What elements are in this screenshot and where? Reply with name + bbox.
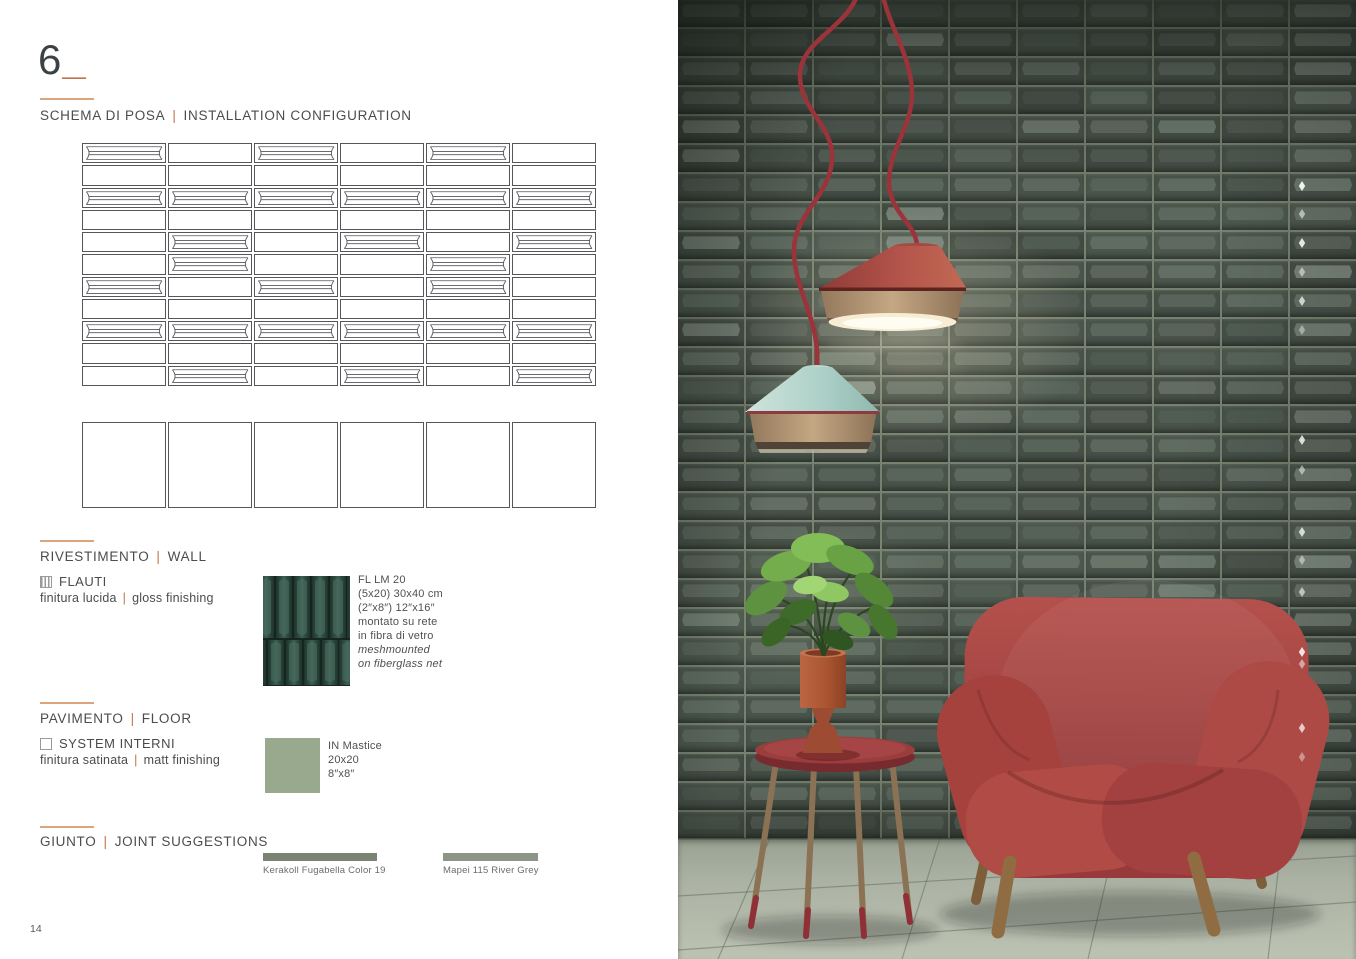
wall-finish-line	[40, 591, 214, 605]
diagram-floor-tile	[82, 422, 166, 508]
diagram-floor-tile	[168, 422, 252, 508]
diagram-floor-tile	[512, 422, 596, 508]
wall-finish-en: gloss finishing	[132, 591, 214, 605]
flauti-swatch-tile	[294, 576, 310, 638]
flauti-swatch-row	[263, 576, 350, 638]
wall-heading-en: WALL	[167, 549, 207, 564]
pipe-separator: |	[103, 834, 108, 849]
room-photo	[678, 0, 1356, 959]
diagram-tile-plain	[254, 343, 338, 363]
floor-section-heading	[40, 711, 192, 726]
diagram-tile-plain	[168, 165, 252, 185]
diagram-tile-fluted	[340, 232, 424, 252]
diagram-tile-fluted	[168, 366, 252, 386]
flauti-striped-icon	[40, 576, 52, 588]
diagram-tile-fluted	[168, 232, 252, 252]
flute-highlight	[271, 642, 281, 683]
diagram-tile-fluted	[426, 143, 510, 163]
diagram-tile-fluted	[82, 188, 166, 208]
diagram-tile-fluted	[254, 143, 338, 163]
diagram-tile-plain	[426, 232, 510, 252]
diagram-tile-plain	[82, 343, 166, 363]
wall-installation-diagram	[82, 143, 596, 386]
flute-highlight	[325, 642, 335, 683]
flauti-swatch-tile	[286, 640, 302, 685]
diagram-tile-plain	[340, 254, 424, 274]
diagram-tile-plain	[82, 366, 166, 386]
spec-line: (5x20) 30x40 cm	[358, 588, 443, 600]
diagram-tile-plain	[254, 165, 338, 185]
flauti-product-swatch	[263, 576, 350, 686]
mastice-specs	[328, 739, 382, 781]
diagram-tile-fluted	[82, 277, 166, 297]
diagram-tile-fluted	[168, 321, 252, 341]
armchair	[924, 580, 1342, 932]
diagram-tile-fluted	[340, 366, 424, 386]
sparkle-glint	[1299, 209, 1305, 219]
diagram-tile-fluted	[340, 321, 424, 341]
table-legs	[751, 760, 910, 936]
flauti-swatch-tile	[330, 576, 346, 638]
diagram-tile-plain	[254, 254, 338, 274]
diagram-tile-fluted	[512, 321, 596, 341]
diagram-tile-plain	[254, 232, 338, 252]
diagram-floor-tile	[340, 422, 424, 508]
wall-section-heading	[40, 549, 207, 564]
diagram-tile-plain	[512, 254, 596, 274]
room-scene	[678, 0, 1356, 959]
wall-reflections	[823, 340, 965, 372]
spec-line: IN Mastice	[328, 740, 382, 752]
diagram-tile-plain	[340, 210, 424, 230]
diagram-tile-fluted	[426, 254, 510, 274]
sparkle-glint	[1299, 465, 1305, 475]
mastice-product-swatch	[265, 738, 320, 793]
diagram-tile-plain	[168, 343, 252, 363]
diagram-tile-plain	[340, 277, 424, 297]
diagram-tile-fluted	[426, 188, 510, 208]
spec-line-italic: on fiberglass net	[358, 658, 443, 670]
diagram-tile-plain	[512, 299, 596, 319]
diagram-tile-fluted	[82, 143, 166, 163]
floor-heading-en: FLOOR	[141, 711, 192, 726]
flute-highlight	[342, 642, 350, 683]
pipe-separator: |	[134, 753, 138, 767]
diagram-tile-plain	[82, 254, 166, 274]
diagram-tile-fluted	[340, 188, 424, 208]
chapter-number	[38, 36, 87, 84]
diagram-tile-fluted	[168, 254, 252, 274]
diagram-tile-plain	[426, 299, 510, 319]
diagram-tile-plain	[82, 165, 166, 185]
sparkle-glint	[1299, 435, 1305, 445]
sparkle-glint	[1299, 587, 1305, 597]
diagram-tile-fluted	[512, 188, 596, 208]
spec-line: 8″x8″	[328, 768, 355, 780]
sparkle-glint	[1299, 296, 1305, 306]
chapter-underscore: _	[62, 36, 87, 83]
flute-highlight	[279, 578, 289, 636]
side-table	[751, 737, 915, 937]
joint-section-heading	[40, 834, 268, 849]
section-rule	[40, 540, 94, 542]
diagram-tile-fluted	[254, 277, 338, 297]
diagram-tile-plain	[512, 210, 596, 230]
diagram-tile-plain	[254, 366, 338, 386]
pipe-separator: |	[172, 108, 177, 123]
vase-pedestal	[803, 707, 843, 753]
diagram-tile-plain	[512, 143, 596, 163]
diagram-tile-plain	[168, 143, 252, 163]
pendant-lamp-red	[818, 243, 967, 331]
diagram-tile-fluted	[512, 232, 596, 252]
joint-color-bar	[443, 853, 538, 861]
spec-line: montato su rete	[358, 616, 438, 628]
flauti-swatch-row	[263, 640, 350, 685]
diagram-tile-plain	[426, 210, 510, 230]
diagram-tile-plain	[512, 277, 596, 297]
diagram-tile-fluted	[426, 321, 510, 341]
diagram-tile-plain	[168, 277, 252, 297]
diagram-tile-fluted	[512, 366, 596, 386]
spec-line: FL LM 20	[358, 574, 406, 586]
flauti-swatch-tile	[263, 640, 266, 685]
sparkle-glint	[1299, 267, 1305, 277]
diagram-tile-plain	[254, 299, 338, 319]
diagram-tile-plain	[426, 165, 510, 185]
joint-label: Kerakoll Fugabella Color 19	[263, 865, 386, 876]
spec-line: 20x20	[328, 754, 359, 766]
spec-line-italic: meshmounted	[358, 644, 430, 656]
flauti-swatch-tile	[312, 576, 328, 638]
diagram-tile-plain	[168, 299, 252, 319]
wall-product-name: FLAUTI	[59, 574, 107, 589]
diagram-tile-plain	[340, 165, 424, 185]
wall-finish-it: finitura lucida	[40, 591, 117, 605]
pipe-separator: |	[122, 591, 127, 605]
spec-line: in fibra di vetro	[358, 630, 434, 642]
furniture-shadows	[722, 892, 1320, 944]
section-rule	[40, 702, 94, 704]
sparkle-glint	[1299, 325, 1305, 335]
diagram-floor-tile	[254, 422, 338, 508]
flauti-swatch-tile	[268, 640, 284, 685]
flauti-specs	[358, 573, 443, 671]
cord-right	[883, 0, 917, 245]
diagram-tile-plain	[82, 299, 166, 319]
wall-product-row	[40, 574, 107, 589]
vase-body	[800, 652, 846, 708]
joint-heading-it: GIUNTO	[40, 834, 97, 849]
diagram-tile-plain	[340, 299, 424, 319]
floor-installation-diagram	[82, 422, 596, 508]
diagram-tile-plain	[426, 366, 510, 386]
diagram-tile-plain	[340, 343, 424, 363]
flute-highlight	[297, 578, 307, 636]
pendant-lamp-blue	[745, 365, 880, 453]
flute-highlight	[315, 578, 325, 636]
diagram-tile-plain	[340, 143, 424, 163]
diagram-tile-fluted	[168, 188, 252, 208]
floor-product-row	[40, 736, 175, 751]
flute-highlight	[333, 578, 343, 636]
sparkle-glint	[1299, 238, 1305, 248]
joint-heading-en: JOINT SUGGESTIONS	[114, 834, 269, 849]
flute-highlight	[289, 642, 299, 683]
flauti-swatch-tile	[276, 576, 292, 638]
diagram-tile-fluted	[254, 188, 338, 208]
flauti-swatch-tile	[347, 576, 350, 638]
schema-heading	[40, 108, 412, 123]
diagram-tile-plain	[82, 210, 166, 230]
diagram-tile-fluted	[426, 277, 510, 297]
potted-plant	[739, 533, 904, 761]
flute-highlight	[263, 578, 271, 636]
diagram-floor-tile	[426, 422, 510, 508]
sparkle-glint	[1299, 555, 1305, 565]
joint-label: Mapei 115 River Grey	[443, 865, 539, 876]
spec-line: (2″x8″) 12″x16″	[358, 602, 435, 614]
flauti-swatch-tile	[304, 640, 320, 685]
diagram-tile-fluted	[254, 321, 338, 341]
schema-heading-en: INSTALLATION CONFIGURATION	[183, 108, 412, 123]
pipe-separator: |	[156, 549, 161, 564]
page-number: 14	[30, 923, 42, 935]
sparkle-glint	[1299, 181, 1305, 191]
section-rule	[40, 98, 94, 100]
chapter-digit: 6	[38, 36, 63, 83]
section-rule	[40, 826, 94, 828]
flauti-swatch-tile	[339, 640, 350, 685]
diagram-tile-plain	[426, 343, 510, 363]
floor-finish-line	[40, 753, 220, 767]
schema-heading-it: SCHEMA DI POSA	[40, 108, 166, 123]
floor-finish-it: finitura satinata	[40, 753, 129, 767]
diagram-tile-plain	[512, 165, 596, 185]
diagram-tile-plain	[512, 343, 596, 363]
diagram-tile-plain	[254, 210, 338, 230]
floor-finish-en: matt finishing	[143, 753, 221, 767]
pipe-separator: |	[130, 711, 135, 726]
flauti-swatch-tile	[263, 576, 274, 638]
flute-highlight	[307, 642, 317, 683]
joint-color-bar	[263, 853, 377, 861]
diagram-tile-plain	[168, 210, 252, 230]
diagram-tile-plain	[82, 232, 166, 252]
sparkle-glint	[1299, 527, 1305, 537]
flauti-swatch-tile	[322, 640, 338, 685]
floor-product-name: SYSTEM INTERNI	[59, 736, 176, 751]
floor-heading-it: PAVIMENTO	[40, 711, 124, 726]
system-interni-square-icon	[40, 738, 52, 750]
wall-heading-it: RIVESTIMENTO	[40, 549, 150, 564]
diagram-tile-fluted	[82, 321, 166, 341]
